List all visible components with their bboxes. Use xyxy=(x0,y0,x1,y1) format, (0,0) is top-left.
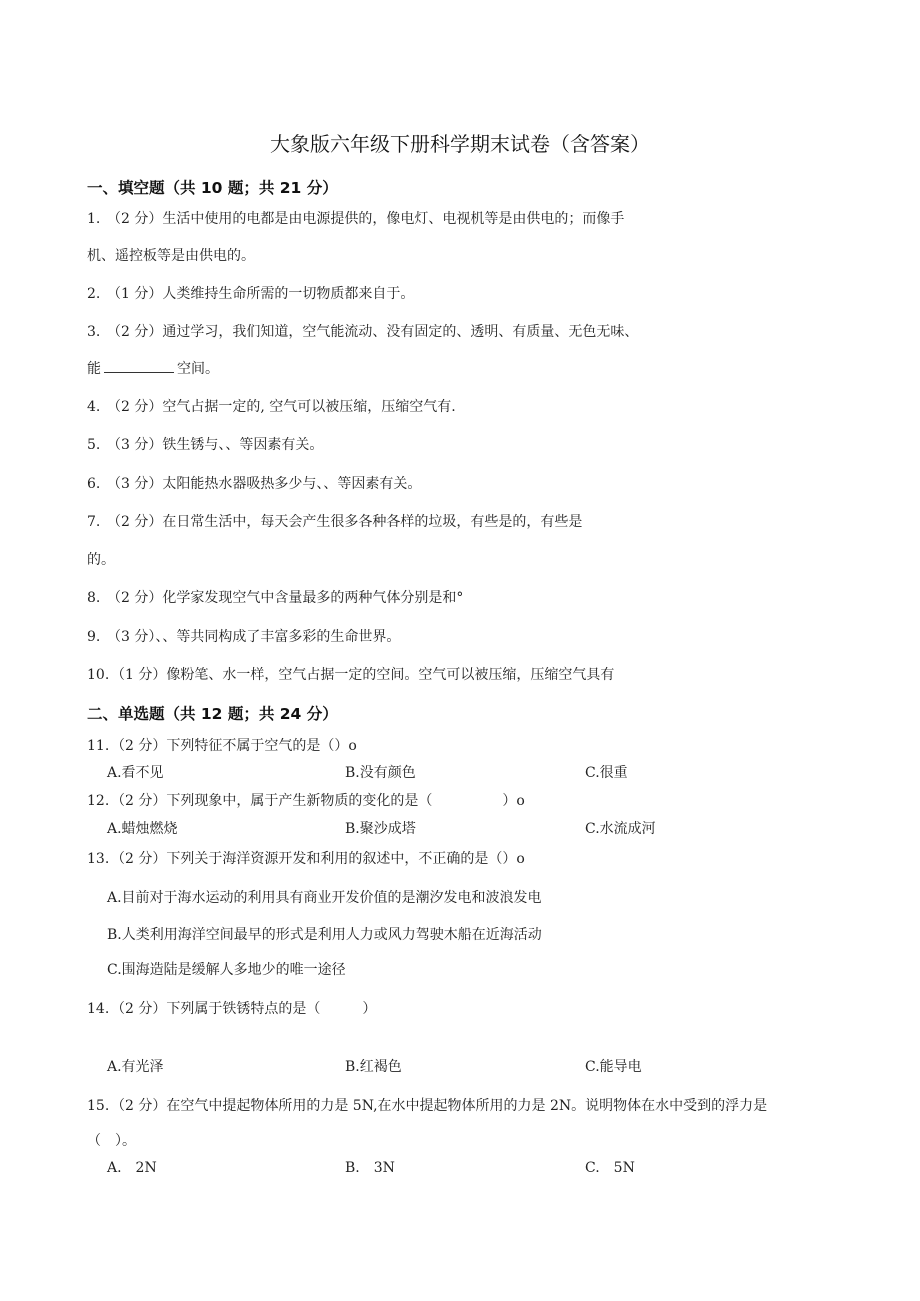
question-7 xyxy=(87,513,582,531)
question-15-continued: （ ）。 xyxy=(87,1133,136,1149)
option-c: C. 5N xyxy=(585,1160,635,1176)
question-text: （3 分）、、等共同构成了丰富多彩的生命世界。 xyxy=(107,629,401,645)
question-number: 4. xyxy=(87,399,101,415)
question-1-continued: 机、遥控板等是由供电的。 xyxy=(87,248,255,264)
question-text: （1 分）像粉笔、水一样，空气占据一定的空间。空气可以被压缩，压缩空气具有 xyxy=(111,667,615,683)
answer-blank xyxy=(104,360,174,373)
option-c: C.围海造陆是缓解人多地少的唯一途径 xyxy=(107,962,346,978)
option-a: A.有光泽 xyxy=(107,1059,164,1075)
question-9 xyxy=(87,628,400,646)
question-number: 1. xyxy=(87,211,101,227)
option-a: A. 2N xyxy=(107,1160,157,1176)
question-5 xyxy=(87,436,323,454)
question-text: （2 分）下列特征不属于空气的是（）o xyxy=(111,738,357,754)
question-11 xyxy=(87,737,357,755)
question-4 xyxy=(87,398,456,416)
question-number: 3. xyxy=(87,324,101,340)
question-number: 6. xyxy=(87,476,101,492)
question-text: （1 分）人类维持生命所需的一切物质都来自于。 xyxy=(107,286,415,302)
question-text: （3 分）铁生锈与、、等因素有关。 xyxy=(107,437,324,453)
option-b: B.红褐色 xyxy=(345,1059,402,1075)
question-number: 2. xyxy=(87,286,101,302)
question-number: 11. xyxy=(87,738,110,754)
question-3-continued xyxy=(87,360,219,378)
question-2 xyxy=(87,285,414,303)
question-12 xyxy=(87,792,525,810)
question-number: 12. xyxy=(87,793,110,809)
option-a: A.看不见 xyxy=(107,765,164,781)
question-14 xyxy=(87,1000,376,1018)
question-text: （2 分）下列现象中，属于产生新物质的变化的是（ ）o xyxy=(111,793,525,809)
question-number: 5. xyxy=(87,437,101,453)
question-8 xyxy=(87,589,463,607)
question-6 xyxy=(87,475,421,493)
option-b: B. 3N xyxy=(345,1160,395,1176)
question-text: （2 分）下列关于海洋资源开发和利用的叙述中，不正确的是（）o xyxy=(111,851,525,867)
question-text: （2 分）空气占据一定的, 空气可以被压缩，压缩空气有. xyxy=(107,399,456,415)
question-number: 8. xyxy=(87,590,101,606)
question-15 xyxy=(87,1097,767,1115)
option-a: A.目前对于海水运动的利用具有商业开发价值的是潮汐发电和波浪发电 xyxy=(107,890,542,906)
section-heading-single-choice: 二、单选题（共 12 题；共 24 分） xyxy=(87,705,338,723)
question-number: 13. xyxy=(87,851,110,867)
question-text: （2 分）生活中使用的电都是由电源提供的，像电灯、电视机等是由供电的；而像手 xyxy=(107,211,625,227)
question-7-continued: 的。 xyxy=(87,552,115,568)
question-text: （2 分）在日常生活中，每天会产生很多各种各样的垃圾，有些是的，有些是 xyxy=(107,514,583,530)
section-heading-fill-blank: 一、填空题（共 10 题；共 21 分） xyxy=(87,179,338,197)
page-title: 大象版六年级下册科学期末试卷（含答案） xyxy=(270,132,650,156)
question-text: （2 分）在空气中提起物体所用的力是 5N,在水中提起物体所用的力是 2N。说明物体在水中受到的浮力是 xyxy=(111,1098,768,1114)
option-c: C.能导电 xyxy=(585,1059,642,1075)
question-number: 10. xyxy=(87,667,110,683)
question-text: （2 分）下列属于铁锈特点的是（ ） xyxy=(111,1001,377,1017)
option-b: B.没有颜色 xyxy=(345,765,416,781)
question-text-part: 空间。 xyxy=(177,361,219,377)
question-3 xyxy=(87,323,638,341)
question-text: （3 分）太阳能热水器吸热多少与、、等因素有关。 xyxy=(107,476,422,492)
question-1 xyxy=(87,210,624,228)
option-a: A.蜡烛燃烧 xyxy=(107,821,178,837)
option-b: B.聚沙成塔 xyxy=(345,821,416,837)
option-b: B.人类利用海洋空间最早的形式是利用人力或风力驾驶木船在近海活动 xyxy=(107,927,542,943)
question-13 xyxy=(87,850,525,868)
question-number: 14. xyxy=(87,1001,110,1017)
option-c: C.很重 xyxy=(585,765,628,781)
question-number: 15. xyxy=(87,1098,110,1114)
option-c: C.水流成河 xyxy=(585,821,656,837)
question-text: （2 分）化学家发现空气中含量最多的两种气体分别是和° xyxy=(107,590,464,606)
question-text-part: 能 xyxy=(87,361,101,377)
question-text: （2 分）通过学习，我们知道，空气能流动、没有固定的、透明、有质量、无色无味、 xyxy=(107,324,639,340)
question-number: 9. xyxy=(87,629,101,645)
question-number: 7. xyxy=(87,514,101,530)
question-10 xyxy=(87,666,614,684)
